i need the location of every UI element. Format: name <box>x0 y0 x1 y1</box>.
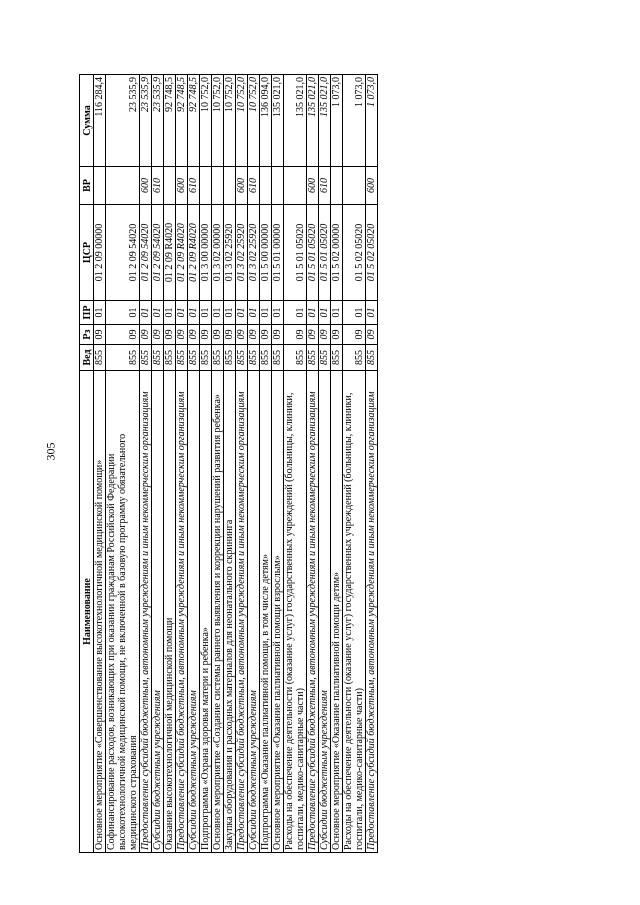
cell-vr: 610 <box>319 167 331 205</box>
table-row <box>106 75 140 853</box>
cell-pr: 01 <box>200 301 212 325</box>
cell-ved: 855 <box>224 345 236 371</box>
cell-csr: 01 5 02 05020 <box>366 205 378 301</box>
cell-sum: 1 073,0 <box>343 75 366 167</box>
cell-csr: 01 5 00 00000 <box>260 205 272 301</box>
cell-csr: 01 3 02 25920 <box>236 205 248 301</box>
header-name: Наименование <box>80 371 94 853</box>
cell-ved: 855 <box>331 345 343 371</box>
cell-rz: 09 <box>260 325 272 345</box>
cell-csr: 01 3 02 25920 <box>248 205 260 301</box>
cell-ved: 855 <box>188 345 200 371</box>
budget-table-rotated <box>79 75 559 853</box>
table-row <box>236 75 248 853</box>
table-row <box>94 75 106 853</box>
header-vr: ВР <box>80 167 94 205</box>
cell-ved: 855 <box>152 345 164 371</box>
cell-vr <box>260 167 272 205</box>
cell-pr: 01 <box>284 301 307 325</box>
cell-rz: 09 <box>152 325 164 345</box>
cell-sum: 136 094,0 <box>260 75 272 167</box>
cell-csr: 01 2 09 54020 <box>152 205 164 301</box>
cell-ved: 855 <box>284 345 307 371</box>
cell-pr: 01 <box>366 301 378 325</box>
cell-vr: 600 <box>140 167 152 205</box>
cell-name: Предоставление субсидий бюджетным, автономным учреждениям и иным некоммерческим организациям <box>236 371 248 853</box>
cell-pr: 01 <box>164 301 176 325</box>
table-header-row <box>80 75 94 853</box>
cell-csr: 01 5 01 05020 <box>319 205 331 301</box>
cell-name: Субсидии бюджетным учреждениям <box>319 371 331 853</box>
table-row <box>343 75 366 853</box>
cell-name: Расходы на обеспечение деятельности (оказание услуг) государственных учреждений (больницы, клиники, госпитали, медико-санитарные части) <box>343 371 366 853</box>
cell-name: Субсидии бюджетным учреждениям <box>188 371 200 853</box>
cell-csr: 01 5 01 05020 <box>307 205 319 301</box>
table-row <box>164 75 176 853</box>
cell-pr: 01 <box>176 301 188 325</box>
cell-sum: 10 752,0 <box>236 75 248 167</box>
cell-sum: 135 021,0 <box>319 75 331 167</box>
page-number: 305 <box>43 442 58 461</box>
cell-vr: 600 <box>236 167 248 205</box>
cell-ved: 855 <box>236 345 248 371</box>
cell-name: Основное мероприятие «Совершенствование высокотехнологичной медицинской помощи» <box>94 371 106 853</box>
cell-csr: 01 5 02 00000 <box>331 205 343 301</box>
cell-vr: 610 <box>152 167 164 205</box>
cell-pr: 01 <box>236 301 248 325</box>
cell-vr <box>284 167 307 205</box>
cell-vr <box>212 167 224 205</box>
table-row <box>140 75 152 853</box>
cell-rz: 09 <box>212 325 224 345</box>
table-row <box>152 75 164 853</box>
cell-pr: 01 <box>248 301 260 325</box>
cell-vr: 600 <box>366 167 378 205</box>
cell-ved: 855 <box>307 345 319 371</box>
table-row <box>200 75 212 853</box>
cell-rz: 09 <box>366 325 378 345</box>
cell-pr: 01 <box>106 301 140 325</box>
cell-sum: 92 748,5 <box>188 75 200 167</box>
cell-name: Основное мероприятие «Оказание паллиативной помощи детям» <box>331 371 343 853</box>
cell-rz: 09 <box>106 325 140 345</box>
cell-vr <box>272 167 284 205</box>
cell-csr: 01 2 09 54020 <box>106 205 140 301</box>
cell-csr: 01 3 02 00000 <box>212 205 224 301</box>
header-pr: ПР <box>80 301 94 325</box>
cell-name: Софинансирование расходов, возникающих при оказании гражданам Российской Федерации высокотехнологичной медицинской помощи, не включенной в базовую программу обязательного медицинского страхования <box>106 371 140 853</box>
cell-pr: 01 <box>94 301 106 325</box>
table-row <box>260 75 272 853</box>
table-row <box>248 75 260 853</box>
table-row <box>212 75 224 853</box>
cell-sum: 92 748,5 <box>164 75 176 167</box>
cell-ved: 855 <box>164 345 176 371</box>
cell-vr: 600 <box>307 167 319 205</box>
cell-vr <box>224 167 236 205</box>
cell-sum: 23 535,9 <box>106 75 140 167</box>
cell-sum: 92 748,5 <box>176 75 188 167</box>
cell-name: Расходы на обеспечение деятельности (оказание услуг) государственных учреждений (больницы, клиники, госпитали, медико-санитарные части) <box>284 371 307 853</box>
header-sum: Сумма <box>80 75 94 167</box>
table-row <box>284 75 307 853</box>
cell-ved: 855 <box>106 345 140 371</box>
cell-rz: 09 <box>176 325 188 345</box>
cell-name: Основное мероприятие «Оказание паллиативной помощи взрослым» <box>272 371 284 853</box>
cell-csr: 01 2 09 00000 <box>94 205 106 301</box>
cell-ved: 855 <box>200 345 212 371</box>
cell-name: Субсидии бюджетным учреждениям <box>248 371 260 853</box>
table-row <box>176 75 188 853</box>
cell-name: Субсидии бюджетным учреждениям <box>152 371 164 853</box>
cell-ved: 855 <box>212 345 224 371</box>
table-row <box>331 75 343 853</box>
cell-name: Предоставление субсидий бюджетным, автономным учреждениям и иным некоммерческим организациям <box>366 371 378 853</box>
cell-sum: 23 535,9 <box>152 75 164 167</box>
cell-rz: 09 <box>307 325 319 345</box>
cell-pr: 01 <box>140 301 152 325</box>
cell-vr: 610 <box>188 167 200 205</box>
cell-csr: 01 3 00 00000 <box>200 205 212 301</box>
cell-rz: 09 <box>200 325 212 345</box>
cell-sum: 10 752,0 <box>224 75 236 167</box>
cell-vr: 610 <box>248 167 260 205</box>
cell-pr: 01 <box>224 301 236 325</box>
cell-vr <box>343 167 366 205</box>
cell-name: Оказание высокотехнологичной медицинской помощи <box>164 371 176 853</box>
cell-sum: 23 535,9 <box>140 75 152 167</box>
cell-rz: 09 <box>248 325 260 345</box>
cell-pr: 01 <box>272 301 284 325</box>
cell-csr: 01 5 01 00000 <box>272 205 284 301</box>
cell-pr: 01 <box>331 301 343 325</box>
cell-pr: 01 <box>188 301 200 325</box>
table-row <box>224 75 236 853</box>
table-row <box>366 75 378 853</box>
cell-sum: 10 752,0 <box>212 75 224 167</box>
cell-rz: 09 <box>284 325 307 345</box>
cell-name: Закупка оборудования и расходных материалов для неонатального скрининга <box>224 371 236 853</box>
cell-ved: 855 <box>366 345 378 371</box>
cell-rz: 09 <box>224 325 236 345</box>
budget-table <box>79 74 378 853</box>
cell-ved: 855 <box>140 345 152 371</box>
cell-name: Предоставление субсидий бюджетным, автономным учреждениям и иным некоммерческим организациям <box>176 371 188 853</box>
header-rz: Рз <box>80 325 94 345</box>
cell-sum: 135 021,0 <box>284 75 307 167</box>
cell-vr <box>94 167 106 205</box>
cell-csr: 01 5 02 05020 <box>343 205 366 301</box>
table-row <box>307 75 319 853</box>
cell-rz: 09 <box>272 325 284 345</box>
cell-name: Предоставление субсидий бюджетным, автономным учреждениям и иным некоммерческим организациям <box>307 371 319 853</box>
cell-ved: 855 <box>260 345 272 371</box>
cell-rz: 09 <box>94 325 106 345</box>
cell-pr: 01 <box>212 301 224 325</box>
cell-pr: 01 <box>260 301 272 325</box>
cell-sum: 116 284,4 <box>94 75 106 167</box>
cell-pr: 01 <box>343 301 366 325</box>
cell-csr: 01 5 01 05020 <box>284 205 307 301</box>
cell-vr <box>106 167 140 205</box>
cell-pr: 01 <box>319 301 331 325</box>
cell-ved: 855 <box>343 345 366 371</box>
cell-sum: 135 021,0 <box>272 75 284 167</box>
cell-ved: 855 <box>319 345 331 371</box>
cell-csr: 01 2 09 R4020 <box>176 205 188 301</box>
cell-vr: 600 <box>176 167 188 205</box>
header-csr: ЦСР <box>80 205 94 301</box>
cell-rz: 09 <box>319 325 331 345</box>
cell-rz: 09 <box>236 325 248 345</box>
table-body <box>94 75 378 853</box>
cell-csr: 01 3 02 25920 <box>224 205 236 301</box>
cell-vr <box>331 167 343 205</box>
cell-ved: 855 <box>272 345 284 371</box>
cell-rz: 09 <box>140 325 152 345</box>
cell-name: Подпрограмма «Охрана здоровья матери и ребенка» <box>200 371 212 853</box>
cell-ved: 855 <box>94 345 106 371</box>
cell-csr: 01 2 09 R4020 <box>164 205 176 301</box>
cell-name: Основное мероприятие «Создание системы раннего выявления и коррекции нарушений развития ребенка» <box>212 371 224 853</box>
table-row <box>188 75 200 853</box>
cell-ved: 855 <box>248 345 260 371</box>
cell-rz: 09 <box>188 325 200 345</box>
cell-vr <box>164 167 176 205</box>
cell-sum: 1 073,0 <box>366 75 378 167</box>
cell-vr <box>200 167 212 205</box>
header-ved: Вед <box>80 345 94 371</box>
cell-pr: 01 <box>152 301 164 325</box>
table-row <box>319 75 331 853</box>
cell-rz: 09 <box>343 325 366 345</box>
cell-sum: 1 073,0 <box>331 75 343 167</box>
cell-rz: 09 <box>164 325 176 345</box>
cell-sum: 10 752,0 <box>200 75 212 167</box>
cell-pr: 01 <box>307 301 319 325</box>
cell-sum: 10 752,0 <box>248 75 260 167</box>
cell-name: Подпрограмма «Оказание паллиативной помощи, в том числе детям» <box>260 371 272 853</box>
cell-csr: 01 2 09 54020 <box>140 205 152 301</box>
cell-rz: 09 <box>331 325 343 345</box>
cell-csr: 01 2 09 R4020 <box>188 205 200 301</box>
cell-ved: 855 <box>176 345 188 371</box>
cell-sum: 135 021,0 <box>307 75 319 167</box>
cell-name: Предоставление субсидий бюджетным, автономным учреждениям и иным некоммерческим организациям <box>140 371 152 853</box>
table-row <box>272 75 284 853</box>
